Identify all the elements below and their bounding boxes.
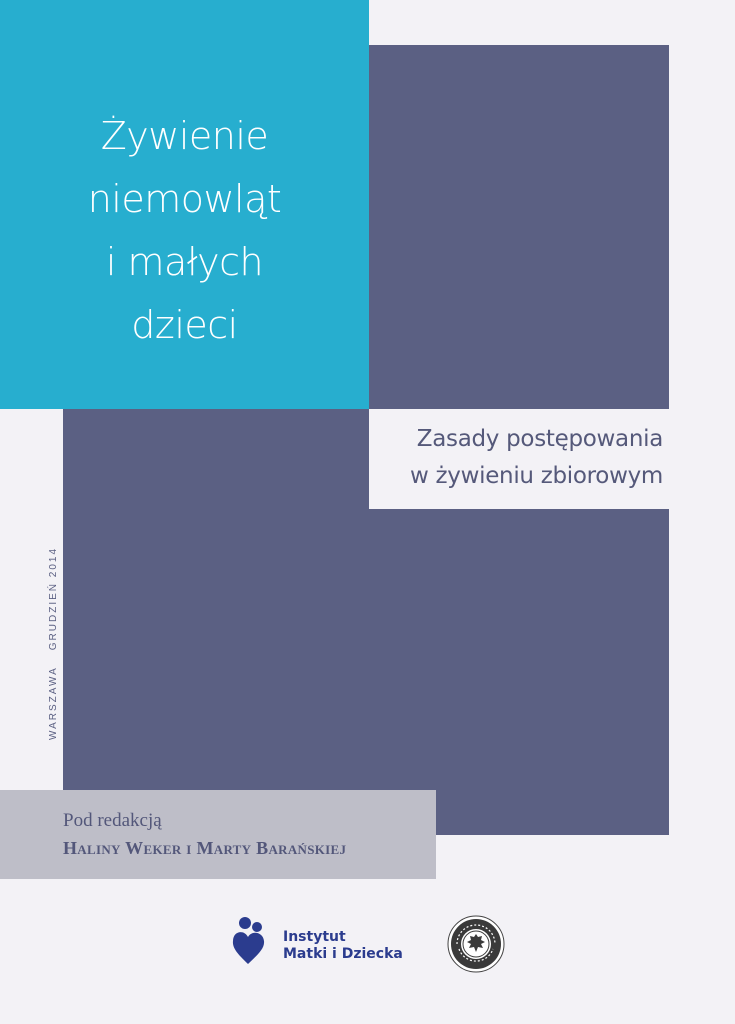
title-line: dzieci — [131, 303, 238, 347]
date-text: GRUDZIEŃ 2014 — [48, 546, 59, 651]
title-line: i małych — [105, 240, 264, 284]
institute-name-line: Instytut — [283, 929, 346, 945]
editors-intro: Pod redakcją — [63, 810, 162, 831]
place-text: WARSZAWA — [48, 666, 59, 740]
institute-name — [283, 929, 403, 963]
subtitle-line: Zasady postępowania — [416, 426, 663, 452]
heart-people-icon — [230, 916, 270, 966]
book-title — [0, 105, 369, 357]
navy-panel-top — [369, 45, 669, 409]
editors-names: Haliny Weker i Marty Barańskiej — [63, 838, 347, 858]
subtitle-line: w żywieniu zbiorowym — [410, 463, 663, 489]
institute-logo — [230, 916, 430, 968]
institute-name-line: Matki i Dziecka — [283, 946, 403, 962]
place-date-vertical — [48, 547, 59, 740]
title-line: Żywienie — [100, 114, 269, 158]
title-line: niemowląt — [87, 177, 282, 221]
editors-credit — [63, 808, 346, 862]
eagle-seal-icon — [447, 915, 505, 973]
book-subtitle — [363, 421, 663, 495]
